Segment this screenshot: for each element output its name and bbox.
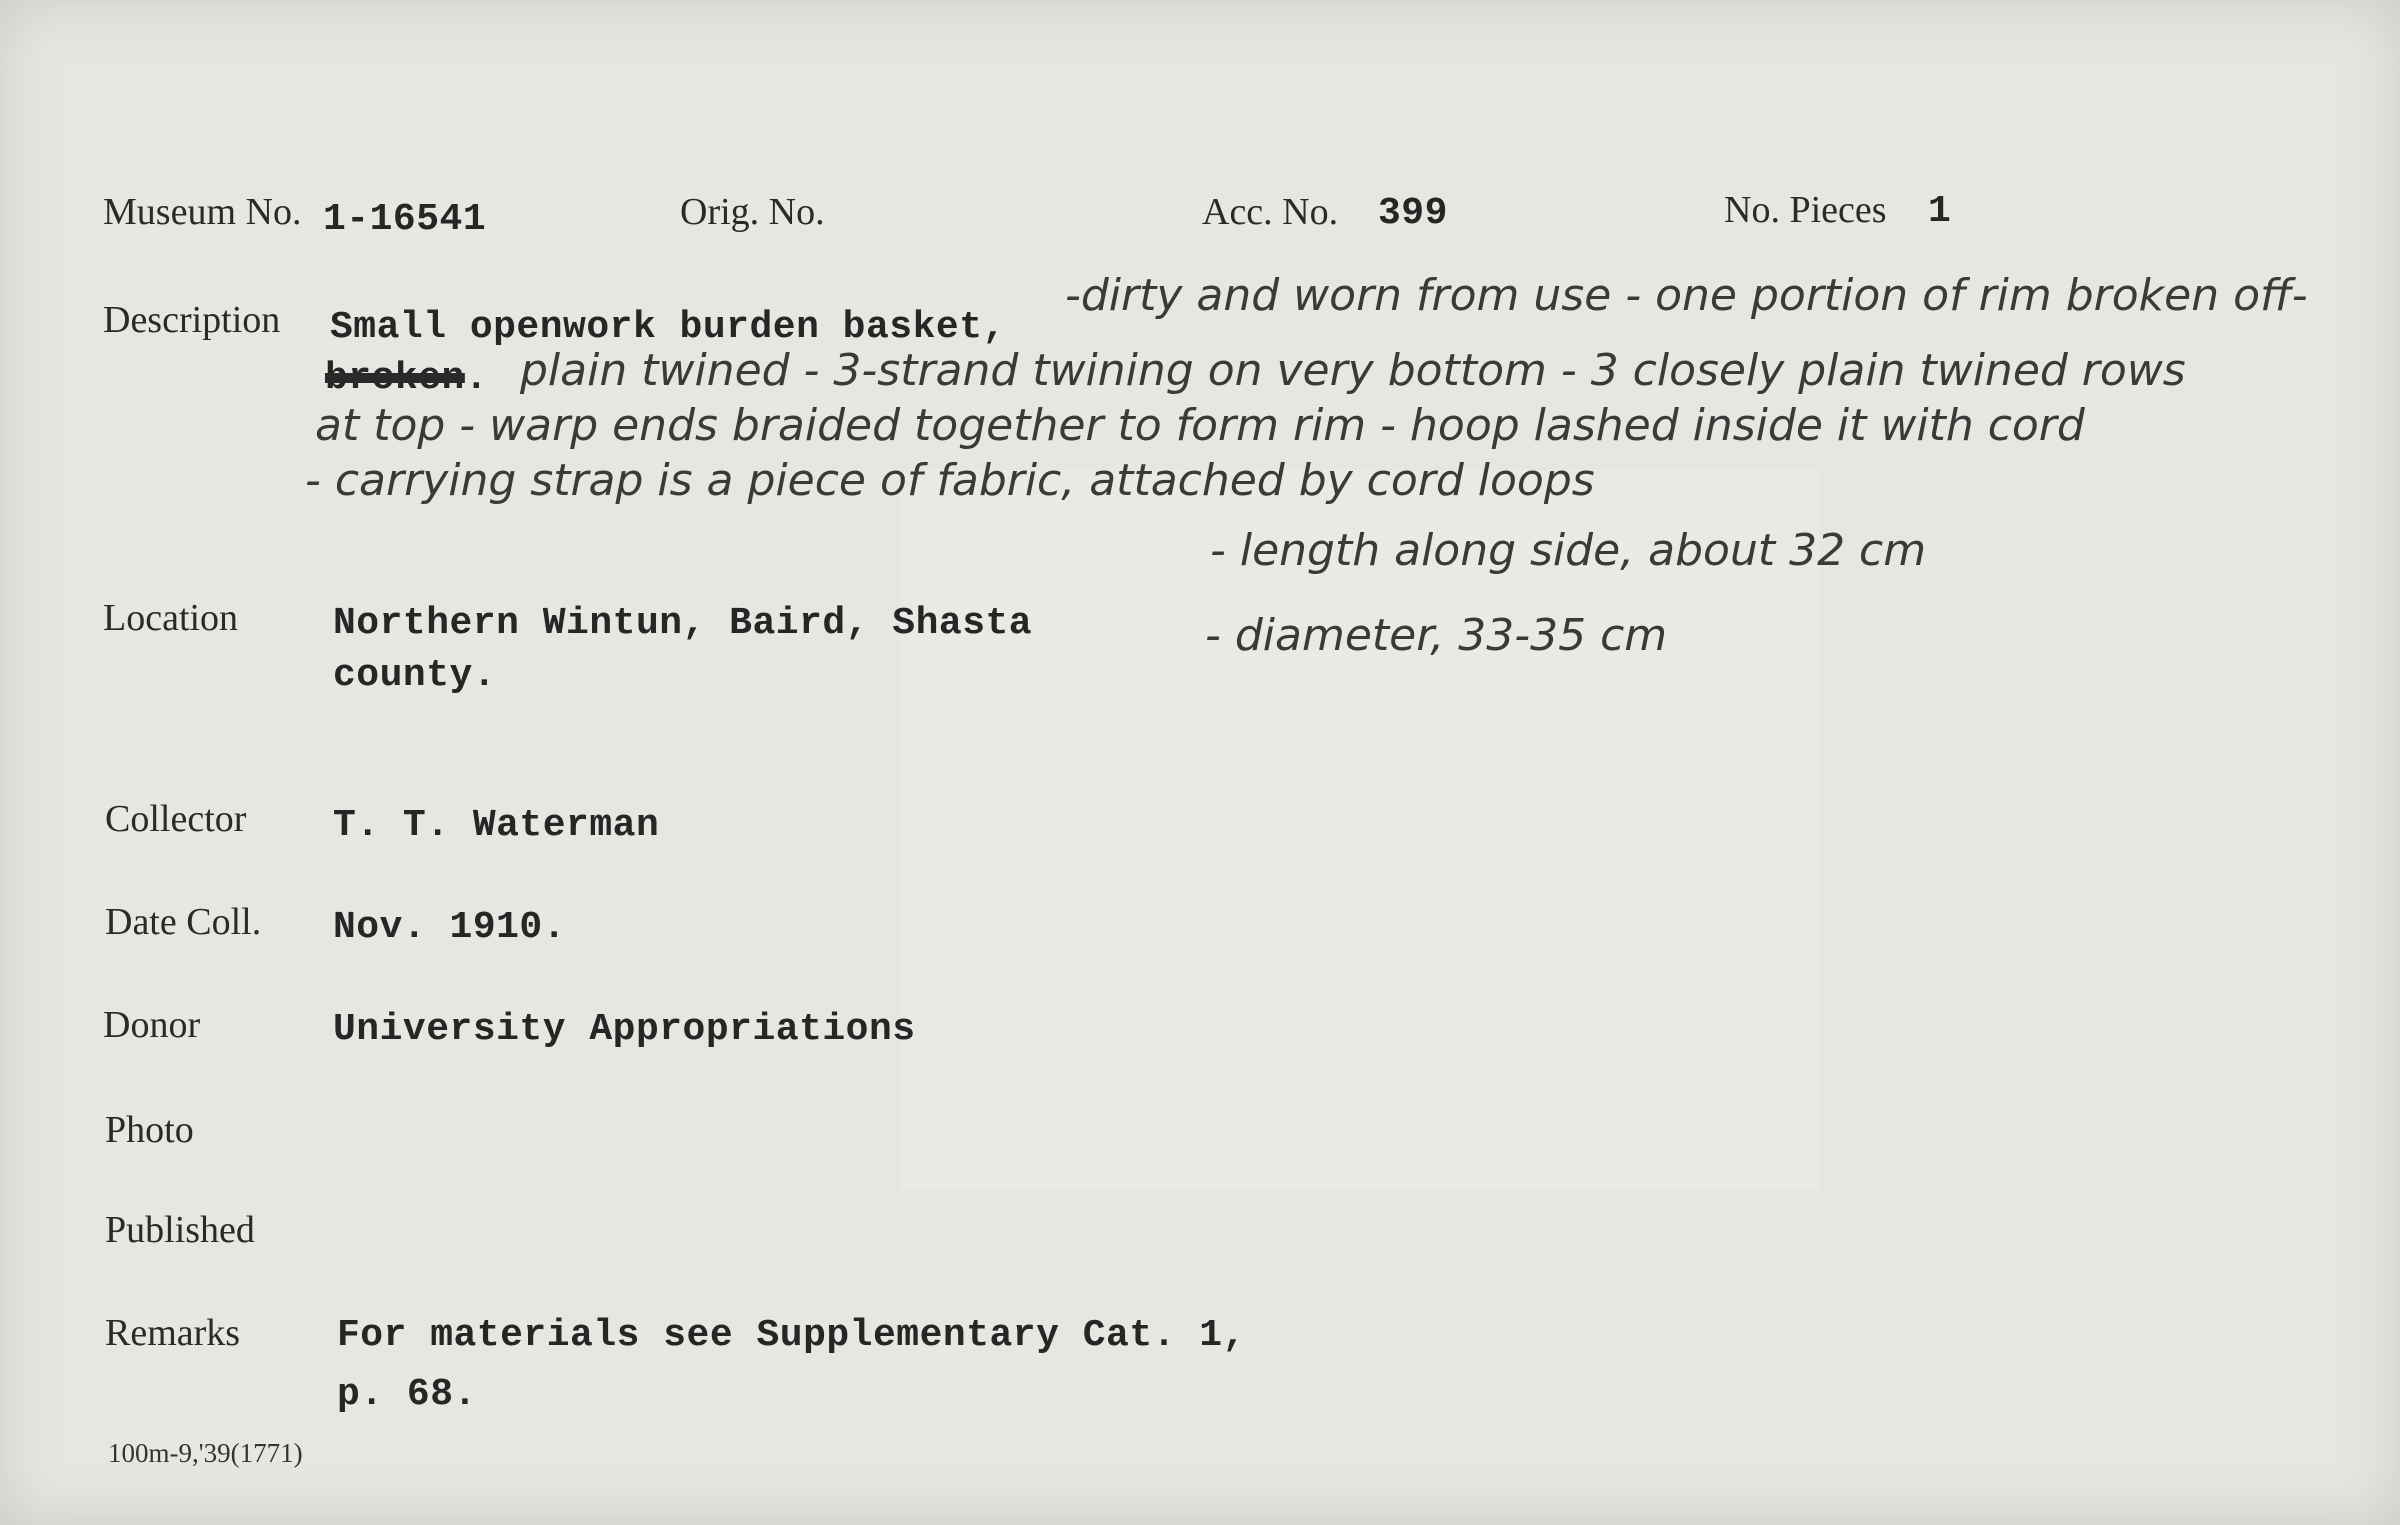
remarks-label: Remarks [105,1312,241,1354]
description-hand-line6: - diameter, 33-35 cm [1205,610,1668,661]
acc-no-value: 399 [1378,192,1448,235]
date-coll-value: Nov. 1910. [333,906,567,949]
acc-no-label: Acc. No. [1202,191,1339,233]
remarks-line1: For materials see Supplementary Cat. 1, [337,1314,1246,1357]
description-hand-line5: - length along side, about 32 cm [1210,525,1927,576]
print-code: 100m-9,'39(1771) [108,1438,303,1468]
date-coll-label: Date Coll. [105,901,262,943]
no-pieces-value: 1 [1928,190,1952,233]
collector-value: T. T. Waterman [333,804,660,847]
description-label: Description [103,299,281,341]
description-typed-line1: Small openwork burden basket, [330,306,1006,349]
description-hand-line3: at top - warp ends braided together to form rim - hoop lashed inside it with cord [315,400,2085,451]
location-line1: Northern Wintun, Baird, Shasta [333,602,1033,645]
museum-no-label: Museum No. [103,191,302,233]
donor-value: University Appropriations [333,1008,916,1051]
no-pieces-label: No. Pieces [1724,189,1887,231]
paper-bleed-area [900,470,1820,1190]
description-typed-period: . [464,357,489,400]
location-label: Location [103,597,239,639]
remarks-line2: p. 68. [337,1373,477,1416]
published-label: Published [105,1209,255,1251]
collector-label: Collector [105,798,247,840]
museum-no-value: 1-16541 [323,198,487,241]
description-typed-struck [325,357,488,400]
description-hand-line4: - carrying strap is a piece of fabric, attached by cord loops [305,455,1595,506]
location-line2: county. [333,654,497,697]
description-hand-line1: -dirty and worn from use - one portion of rim broken off- [1065,270,2308,321]
description-hand-line2: plain twined - 3-strand twining on very bottom - 3 closely plain twined rows [520,345,2186,396]
photo-label: Photo [105,1109,194,1151]
orig-no-label: Orig. No. [680,191,825,233]
donor-label: Donor [103,1004,201,1046]
struck-word: broken [325,357,465,400]
